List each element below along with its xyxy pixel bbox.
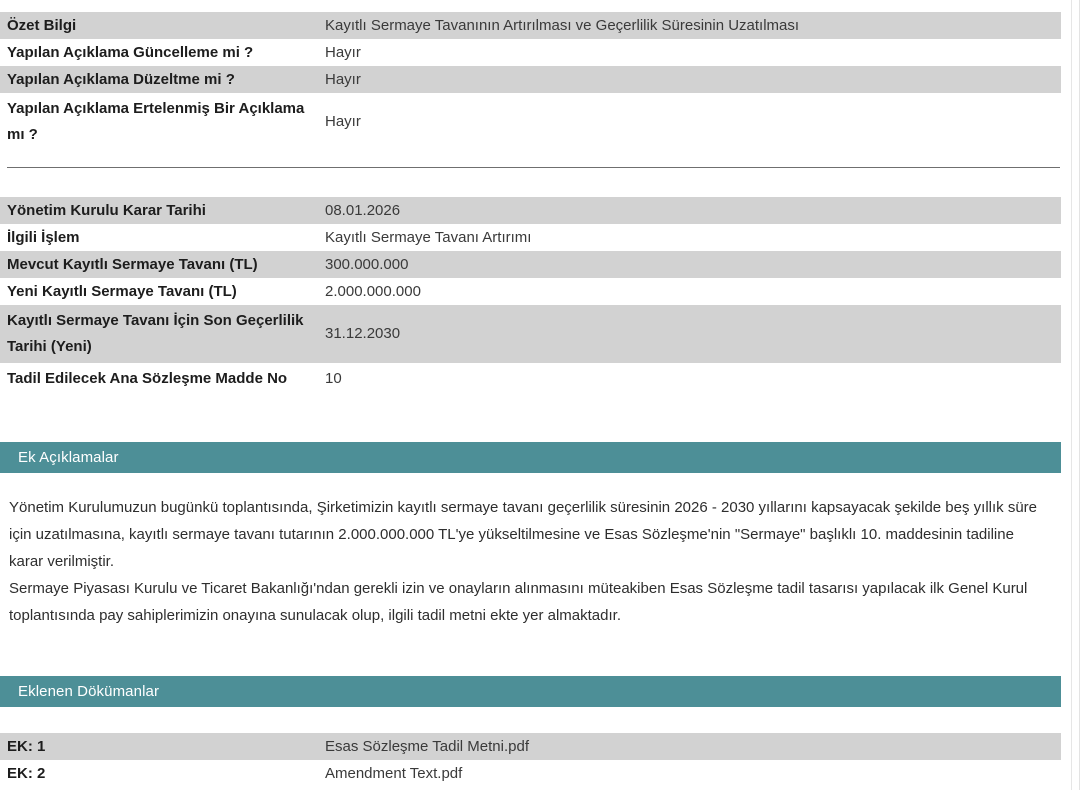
table-row (0, 197, 1061, 224)
list-item[interactable] (0, 733, 1061, 760)
attachment-label: EK: 2 (0, 760, 325, 787)
summary-table (0, 12, 1061, 151)
attachments-gap (0, 629, 1061, 676)
row-value: 10 (325, 363, 1061, 395)
table-row (0, 251, 1061, 278)
table-row (0, 12, 1061, 39)
table-row (0, 224, 1061, 251)
post-rule-spacer (0, 168, 1061, 197)
attachment-filename[interactable]: Esas Sözleşme Tadil Metni.pdf (325, 733, 1061, 760)
row-label: İlgili İşlem (0, 224, 325, 251)
attachment-label: EK: 1 (0, 733, 325, 760)
table-row (0, 278, 1061, 305)
row-value: 2.000.000.000 (325, 278, 1061, 305)
row-value: Kayıtlı Sermaye Tavanının Artırılması ve Geçerlilik Süresinin Uzatılması (325, 12, 1061, 39)
row-label: Yapılan Açıklama Güncelleme mi ? (0, 39, 325, 66)
row-value: Hayır (325, 66, 1061, 93)
notes-paragraph: Sermaye Piyasası Kurulu ve Ticaret Bakanlığı'ndan gerekli izin ve onayların alınmasını müteakiben Esas Sözleşme tadil tasarısı yapılacak ilk Genel Kurul toplantısında pay sahiplerimizin onayına sunulacak olup, ilgili tadil metni ekte yer almaktadır. (9, 580, 1028, 624)
table-row (0, 66, 1061, 93)
row-value: 08.01.2026 (325, 197, 1061, 224)
page-right-border (1071, 0, 1072, 790)
table-row (0, 93, 1061, 151)
row-label: Tadil Edilecek Ana Sözleşme Madde No (0, 363, 325, 395)
attachments-section-header: Eklenen Dökümanlar (0, 676, 1061, 707)
row-label: Mevcut Kayıtlı Sermaye Tavanı (TL) (0, 251, 325, 278)
row-value: Kayıtlı Sermaye Tavanı Artırımı (325, 224, 1061, 251)
attachments-table (0, 733, 1061, 787)
row-value: 31.12.2030 (325, 305, 1061, 363)
table-row (0, 363, 1061, 395)
row-label: Yönetim Kurulu Karar Tarihi (0, 197, 325, 224)
attachment-filename[interactable]: Amendment Text.pdf (325, 760, 1061, 787)
notes-paragraph: Yönetim Kurulumuzun bugünkü toplantısında, Şirketimizin kayıtlı sermaye tavanı geçerlilik süresinin 2026 - 2030 yıllarını kapsayacak şekilde beş yıllık süre için uzatılmasına, kayıtlı sermaye tavanı tutarının 2.000.000.000 TL'ye yükseltilmesine ve Esas Sözleşme'nin "Sermaye" başlıklı 10. maddesinin tadiline karar verilmiştir. (9, 499, 1038, 570)
top-spacer (0, 0, 1061, 12)
row-label: Yeni Kayıtlı Sermaye Tavanı (TL) (0, 278, 325, 305)
row-value: Hayır (325, 93, 1061, 151)
notes-body (0, 473, 1061, 629)
row-label: Kayıtlı Sermaye Tavanı İçin Son Geçerlilik Tarihi (Yeni) (0, 305, 325, 363)
table-row (0, 39, 1061, 66)
row-label: Özet Bilgi (0, 12, 325, 39)
row-value: Hayır (325, 39, 1061, 66)
row-label: Yapılan Açıklama Ertelenmiş Bir Açıklama mı ? (0, 93, 325, 151)
pre-rule-spacer (0, 151, 1061, 167)
detail-table (0, 197, 1061, 395)
notes-section-header: Ek Açıklamalar (0, 442, 1061, 473)
notes-gap (0, 395, 1061, 442)
row-value: 300.000.000 (325, 251, 1061, 278)
list-item[interactable] (0, 760, 1061, 787)
table-row (0, 305, 1061, 363)
row-label: Yapılan Açıklama Düzeltme mi ? (0, 66, 325, 93)
